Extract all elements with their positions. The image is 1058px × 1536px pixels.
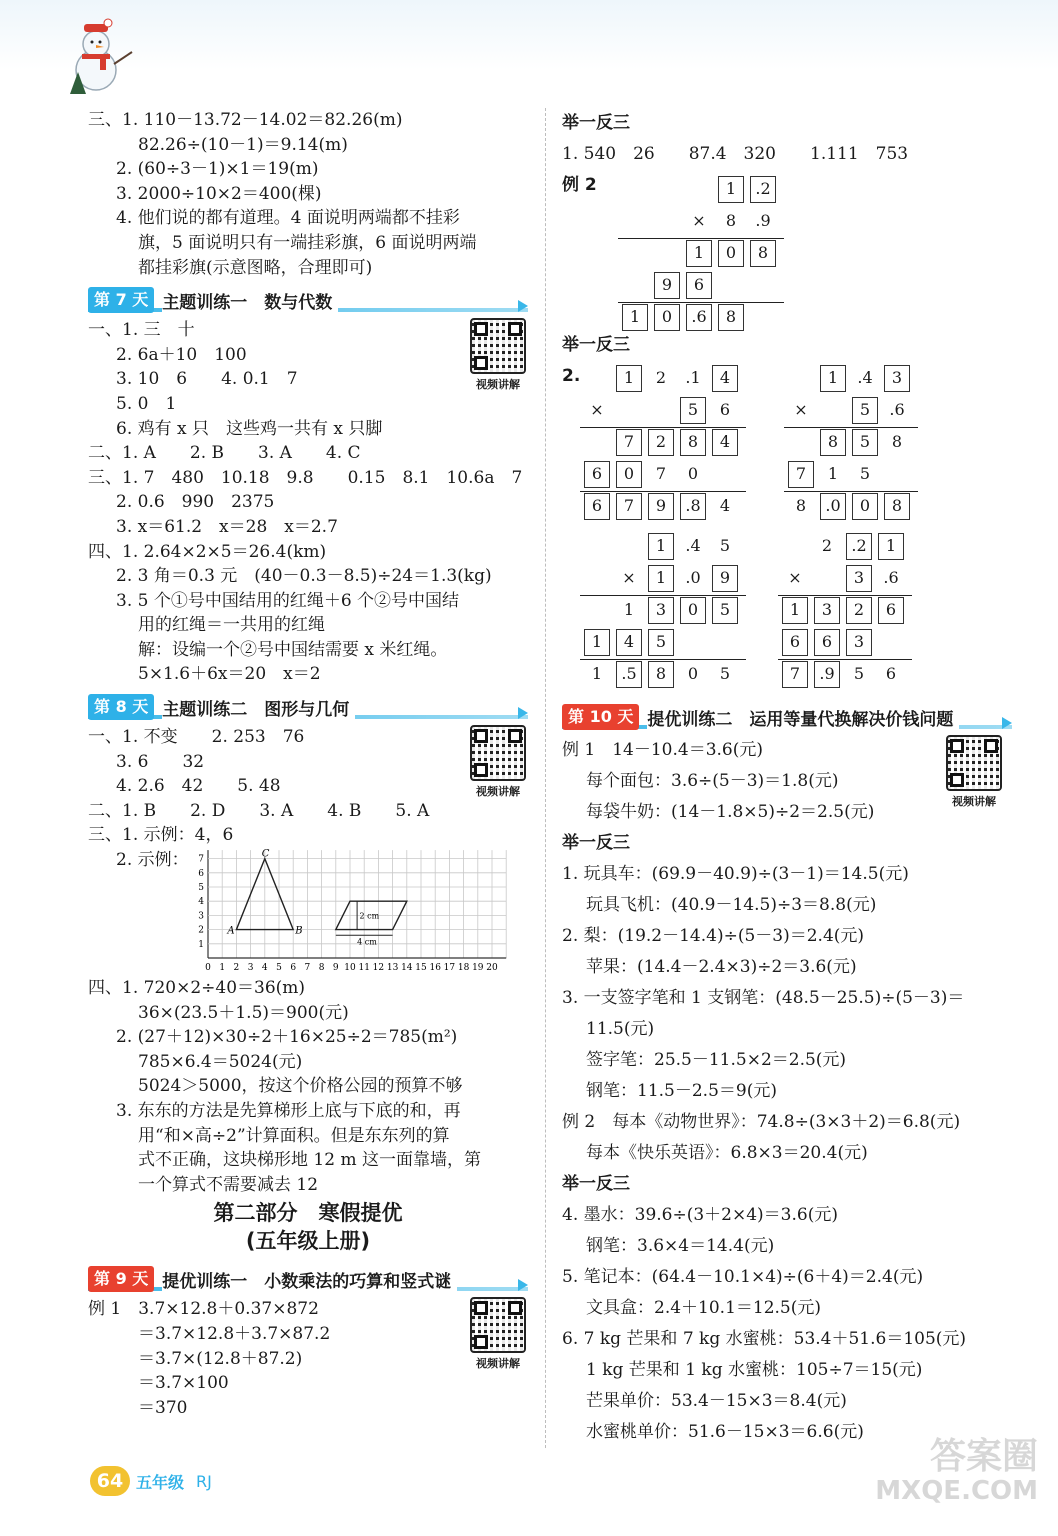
column-divider [545, 108, 546, 1448]
digit-box: .0 [820, 493, 846, 520]
height-label: 2 cm [359, 911, 380, 921]
digit-text: 5 [719, 536, 731, 555]
qr-label: 视频讲解 [476, 378, 520, 392]
answer-line: 82.26÷(10－1)＝9.14(m) [138, 134, 348, 155]
digit-box: 3 [648, 597, 674, 624]
question-label: 2. [562, 366, 581, 386]
x-tick-label: 3 [247, 963, 254, 974]
x-tick-label: 7 [304, 963, 311, 974]
answer-line: 文具盒：2.4＋10.1＝12.5(元) [586, 1298, 822, 1318]
answer-line: 3. 5 个①号中国结用的红绳＋6 个②号中国结 [116, 590, 460, 611]
x-tick-label: 18 [457, 963, 470, 974]
digit-text: 2 [821, 536, 833, 555]
watermark-line1: 答案圈 [929, 1436, 1038, 1477]
digit-box: 1 [878, 533, 904, 560]
answer-line: 例 1 3.7×12.8＋0.37×872 [88, 1299, 319, 1320]
answer-line: 一、1. 不变 2. 253 76 [88, 727, 305, 748]
answer-line: 三、1. 7 480 10.18 9.8 0.15 8.1 10.6a 7 [88, 467, 523, 488]
digit-text: .0 [685, 568, 701, 587]
x-tick-label: 13 [386, 963, 399, 974]
digit-box: 6 [584, 461, 610, 488]
answer-line: 例 2 每本《动物世界》：74.8÷(3×3＋2)＝6.8(元) [562, 1112, 961, 1132]
digit-box: 7 [782, 661, 808, 688]
digit-box: 0 [718, 240, 744, 267]
answer-line: 每袋牛奶：(14－1.8×5)÷2＝2.5(元) [586, 802, 875, 822]
answer-line: 11.5(元) [586, 1019, 655, 1039]
width-label: 4 cm [357, 937, 377, 947]
vertical-multiplication [782, 531, 916, 691]
answer-line: ＝3.7×100 [138, 1373, 229, 1394]
answer-line: 一个算式不需要减去 12 [138, 1174, 319, 1195]
answer-line: 6. 鸡有 x 只 这些鸡一共有 x 只脚 [116, 418, 383, 439]
digit-box: 0 [852, 493, 878, 520]
x-tick-label: 11 [358, 963, 370, 974]
digit-box: 8 [884, 493, 910, 520]
answer-line: 每个面包：3.6÷(5－3)＝1.8(元) [586, 771, 839, 791]
answer-line: 苹果：(14.4－2.4×3)÷2＝3.6(元) [586, 957, 857, 977]
qr-label: 视频讲解 [952, 795, 996, 808]
answer-line: 旗，5 面说明只有一端挂彩旗，6 面说明两端 [138, 232, 477, 253]
day9-answers [88, 1297, 528, 1420]
digit-text: 0 [687, 464, 699, 483]
rule-line [580, 427, 746, 428]
day-badge: 第 8 天 [88, 694, 154, 720]
section-title: 主题训练二 图形与几何 [162, 695, 355, 720]
rule-line [618, 238, 784, 239]
part-two-title [88, 1199, 528, 1255]
digit-box: 3 [846, 565, 872, 592]
practice-heading: 举一反三 [562, 335, 630, 355]
answer-line: 2. 6a＋10 100 [116, 344, 247, 365]
x-tick-label: 10 [344, 963, 356, 974]
rule-line [778, 659, 912, 660]
digit-box: .8 [680, 493, 706, 520]
watermark [875, 1436, 1038, 1508]
answer-line: 四、1. 2.64×2×5＝26.4(km) [88, 541, 327, 562]
answer-line: 2. 3 角＝0.3 元 (40－0.3－8.5)÷24＝1.3(kg) [116, 566, 492, 587]
y-tick-label: 1 [198, 939, 204, 950]
digit-box: 3 [884, 365, 910, 392]
grid-figure-row [88, 848, 528, 976]
section-title: 提优训练一 小数乘法的巧算和竖式谜 [162, 1267, 457, 1292]
vertical-multiplication [584, 363, 750, 523]
answer-line: 例 1 14－10.4＝3.6(元) [562, 740, 764, 760]
digit-box: 1 [820, 365, 846, 392]
answer-line: 芒果单价：53.4－15×3＝8.4(元) [586, 1391, 847, 1411]
practice-heading: 举一反三 [562, 113, 630, 133]
answer-line: ＝370 [138, 1397, 188, 1418]
section-title: 提优训练二 运用等量代换解决价钱问题 [647, 705, 959, 730]
day7-answers [88, 318, 528, 687]
x-tick-label: 20 [486, 963, 498, 974]
digit-box: .2 [750, 176, 776, 203]
x-tick-label: 2 [233, 963, 240, 974]
vertical-multiplication [622, 174, 788, 334]
digit-text: 5 [853, 664, 865, 683]
vertical-multiplication [788, 363, 922, 523]
answer-line: 二、1. B 2. D 3. A 4. B 5. A [88, 800, 430, 821]
answer-line: 三、1. 110－13.72－14.02＝82.26(m) [88, 110, 403, 130]
answer-line: 2. (60÷3－1)×1＝19(m) [116, 159, 319, 180]
answer-line: 解：设编一个②号中国结需要 x 米红绳。 [138, 639, 448, 660]
vertical-puzzles [562, 361, 1012, 697]
digit-box: 3 [846, 629, 872, 656]
day7-header [88, 286, 528, 314]
x-tick-label: 1 [219, 963, 226, 974]
digit-text: 8 [795, 496, 807, 515]
answer-line: 36×(23.5＋1.5)＝900(元) [138, 1002, 349, 1023]
x-tick-label: 15 [415, 963, 427, 974]
grade-label: 五年级 [136, 1472, 185, 1492]
answer-line: 5×1.6＋6x＝20 x＝2 [138, 664, 321, 685]
digit-box: 5 [852, 429, 878, 456]
digit-text: × [692, 211, 706, 230]
vertical-multiplication [584, 531, 750, 691]
qr-code[interactable] [944, 735, 1004, 809]
x-tick-label: 16 [429, 963, 441, 974]
digit-box: 8 [750, 240, 776, 267]
qr-label: 视频讲解 [476, 1357, 520, 1371]
digit-box: .6 [686, 304, 712, 331]
digit-box: 1 [718, 176, 744, 203]
digit-box: 9 [654, 272, 680, 299]
qr-code[interactable] [468, 1297, 528, 1371]
digit-text: 2 [655, 368, 667, 387]
answer-line: 3. 10 6 4. 0.1 7 [116, 369, 298, 390]
answer-line: 3. 6 32 [116, 751, 205, 772]
day9-header [88, 1265, 528, 1293]
y-tick-label: 7 [198, 854, 204, 865]
day10-header [562, 703, 1012, 731]
digit-box: 1 [686, 240, 712, 267]
answer-line: 2. 0.6 990 2375 [116, 492, 275, 513]
answer-line: 3. 一支签字笔和 1 支钢笔：(48.5－25.5)÷(5－3)＝ [562, 988, 965, 1008]
x-tick-label: 14 [401, 963, 413, 974]
answer-line: 签字笔：25.5－11.5×2＝2.5(元) [586, 1050, 847, 1070]
digit-box: 5 [712, 597, 738, 624]
answer-line: 5. 笔记本：(64.4－10.1×4)÷(6＋4)＝2.4(元) [562, 1267, 924, 1287]
digit-text: 8 [891, 432, 903, 451]
digit-text: × [622, 568, 636, 587]
digit-box: 6 [686, 272, 712, 299]
answer-line: 式不正确，这块梯形地 12 m 这一面靠墙，第 [138, 1150, 481, 1171]
digit-box: 1 [782, 597, 808, 624]
right-column [562, 108, 1012, 1448]
x-tick-label: 12 [372, 963, 385, 974]
answer-line: 5024＞5000，按这个价格公园的预算不够 [138, 1076, 463, 1097]
answer-line: 5. 0 1 [116, 393, 177, 414]
watermark-line2: MXQE.COM [875, 1476, 1038, 1506]
answer-line: 三、1. 示例：4，6 [88, 825, 234, 846]
page-footer [90, 1466, 212, 1496]
digit-box: 6 [814, 629, 840, 656]
digit-text: 1 [827, 464, 839, 483]
example2-vertical [562, 170, 1012, 330]
day-badge: 第 10 天 [562, 704, 639, 730]
digit-text: .4 [685, 536, 701, 555]
answer-line: 3. 东东的方法是先算梯形上底与下底的和，再 [116, 1101, 461, 1121]
rule-line [784, 491, 918, 492]
answer-line: 1 kg 芒果和 1 kg 水蜜桃：105÷7＝15(元) [586, 1360, 923, 1380]
day8-answers [88, 725, 528, 1197]
answer-line: 钢笔：11.5－2.5＝9(元) [586, 1081, 777, 1101]
grid-figure [168, 848, 508, 976]
rule-line [784, 427, 918, 428]
digit-box: 7 [616, 429, 642, 456]
qr-label: 视频讲解 [476, 785, 520, 799]
x-tick-label: 17 [443, 963, 456, 974]
digit-text: 1 [591, 664, 603, 683]
x-tick-label: 0 [205, 963, 211, 974]
answer-line: 二、1. A 2. B 3. A 4. C [88, 443, 361, 464]
digit-box: 6 [584, 493, 610, 520]
digit-box: .2 [846, 533, 872, 560]
digit-text: .6 [889, 400, 905, 419]
y-tick-label: 5 [198, 883, 204, 894]
answer-line: 785×6.4＝5024(元) [138, 1051, 303, 1072]
answer-line: 3. x＝61.2 x＝28 x＝2.7 [116, 516, 338, 537]
y-tick-label: 6 [198, 868, 204, 879]
digit-box: 7 [616, 493, 642, 520]
part-title-line1: 第二部分 寒假提优 [213, 1201, 403, 1226]
answer-line: 一、1. 三 十 [88, 320, 195, 341]
edition-label: RJ [196, 1471, 212, 1491]
point-label-c: C [261, 848, 270, 860]
digit-box: 1 [648, 533, 674, 560]
answer-line: 用的红绳＝一共用的红绳 [138, 615, 325, 636]
digit-text: × [590, 400, 604, 419]
example-label: 例 2 [562, 175, 597, 195]
answer-line: 1. 玩具车：(69.9－40.9)÷(3－1)＝14.5(元) [562, 864, 909, 884]
section-title: 主题训练一 数与代数 [162, 288, 338, 313]
digit-box: 5 [680, 397, 706, 424]
rule-line [580, 491, 746, 492]
digit-text: 5 [859, 464, 871, 483]
y-tick-label: 4 [198, 897, 204, 908]
digit-box: 4 [712, 429, 738, 456]
answer-line: 2. 梨：(19.2－14.4)÷(5－3)＝2.4(元) [562, 926, 865, 946]
x-tick-label: 9 [332, 963, 339, 974]
digit-text: 8 [725, 211, 737, 230]
digit-box: 7 [788, 461, 814, 488]
rule-line [778, 595, 912, 596]
qr-code[interactable] [468, 318, 528, 392]
answer-line: 3. 2000÷10×2＝400(棵) [116, 183, 322, 204]
point-label-a: A [227, 925, 235, 937]
answer-line: 2. (27＋12)×30÷2＋16×25÷2＝785(m²) [116, 1027, 458, 1048]
y-tick-label: 2 [198, 925, 204, 936]
digit-box: 8 [718, 304, 744, 331]
snowman-icon [56, 14, 136, 94]
rule-line [580, 659, 746, 660]
answer-line: 钢笔：3.6×4＝14.4(元) [586, 1236, 775, 1256]
x-tick-label: 8 [318, 963, 325, 974]
answer-line: 4. 2.6 42 5. 48 [116, 776, 281, 797]
digit-box: 5 [852, 397, 878, 424]
digit-box: 8 [820, 429, 846, 456]
digit-box: 0 [680, 597, 706, 624]
part-title-line2: (五年级上册) [245, 1229, 371, 1254]
digit-box: 1 [648, 565, 674, 592]
digit-text: 7 [655, 464, 667, 483]
digit-box: 1 [616, 365, 642, 392]
x-tick-label: 5 [276, 963, 282, 974]
digit-box: 4 [616, 629, 642, 656]
digit-box: 6 [782, 629, 808, 656]
digit-text: 6 [719, 400, 731, 419]
answer-line: 1. 540 26 87.4 320 1.111 753 [562, 144, 909, 164]
y-tick-label: 3 [198, 911, 204, 922]
rule-line [618, 302, 784, 303]
digit-text: 4 [719, 496, 731, 515]
digit-text: .1 [685, 368, 701, 387]
digit-box: .5 [616, 661, 642, 688]
section-san-answers [88, 108, 528, 280]
left-column [88, 108, 528, 1420]
digit-box: 0 [654, 304, 680, 331]
digit-box: 2 [846, 597, 872, 624]
page-number: 64 [90, 1466, 130, 1496]
digit-text: 1 [623, 600, 635, 619]
day10-answers [562, 735, 1012, 1448]
point-label-b: B [295, 925, 303, 937]
x-tick-label: 19 [472, 963, 484, 974]
answer-line: 2. 示例： [116, 850, 189, 871]
day-badge: 第 7 天 [88, 287, 154, 313]
digit-text: .4 [857, 368, 873, 387]
answer-line: ＝3.7×(12.8＋87.2) [138, 1348, 303, 1369]
rule-line [580, 595, 746, 596]
answer-line: 玩具飞机：(40.9－14.5)÷3＝8.8(元) [586, 895, 877, 915]
digit-box: 9 [648, 493, 674, 520]
digit-text: × [794, 400, 808, 419]
x-tick-label: 6 [290, 963, 297, 974]
practice-heading: 举一反三 [562, 833, 630, 853]
answer-line: 都挂彩旗(示意图略，合理即可) [138, 257, 373, 278]
answer-line: 水蜜桃单价：51.6－15×3＝6.6(元) [586, 1422, 864, 1442]
digit-box: 0 [616, 461, 642, 488]
answer-line: 6. 7 kg 芒果和 7 kg 水蜜桃：53.4＋51.6＝105(元) [562, 1329, 967, 1349]
digit-box: 3 [814, 597, 840, 624]
digit-box: 6 [878, 597, 904, 624]
day-badge: 第 9 天 [88, 1266, 154, 1292]
digit-text: 0 [687, 664, 699, 683]
digit-text: .6 [883, 568, 899, 587]
answer-line: 用“和×高÷2”计算面积。但是东东列的算 [138, 1125, 450, 1146]
digit-box: 2 [648, 429, 674, 456]
answer-line: 4. 墨水：39.6÷(3＋2×4)＝3.6(元) [562, 1205, 838, 1225]
answer-line: 四、1. 720×2÷40＝36(m) [88, 978, 306, 999]
digit-text: × [788, 568, 802, 587]
qr-code[interactable] [468, 725, 528, 799]
digit-box: 4 [712, 365, 738, 392]
digit-box: 1 [622, 304, 648, 331]
x-tick-label: 4 [261, 963, 268, 974]
digit-text: 6 [885, 664, 897, 683]
answer-line: ＝3.7×12.8＋3.7×87.2 [138, 1323, 331, 1344]
digit-text: .9 [755, 211, 771, 230]
answer-line: 4. 他们说的都有道理。4 面说明两端都不挂彩 [116, 208, 460, 229]
digit-box: 1 [584, 629, 610, 656]
practice-heading: 举一反三 [562, 1174, 630, 1194]
answer-line: 每本《快乐英语》：6.8×3＝20.4(元) [586, 1143, 868, 1163]
day8-header [88, 693, 528, 721]
digit-box: 8 [648, 661, 674, 688]
digit-text: 5 [719, 664, 731, 683]
digit-box: 8 [680, 429, 706, 456]
digit-box: 5 [648, 629, 674, 656]
digit-box: 9 [712, 565, 738, 592]
digit-box: .9 [814, 661, 840, 688]
